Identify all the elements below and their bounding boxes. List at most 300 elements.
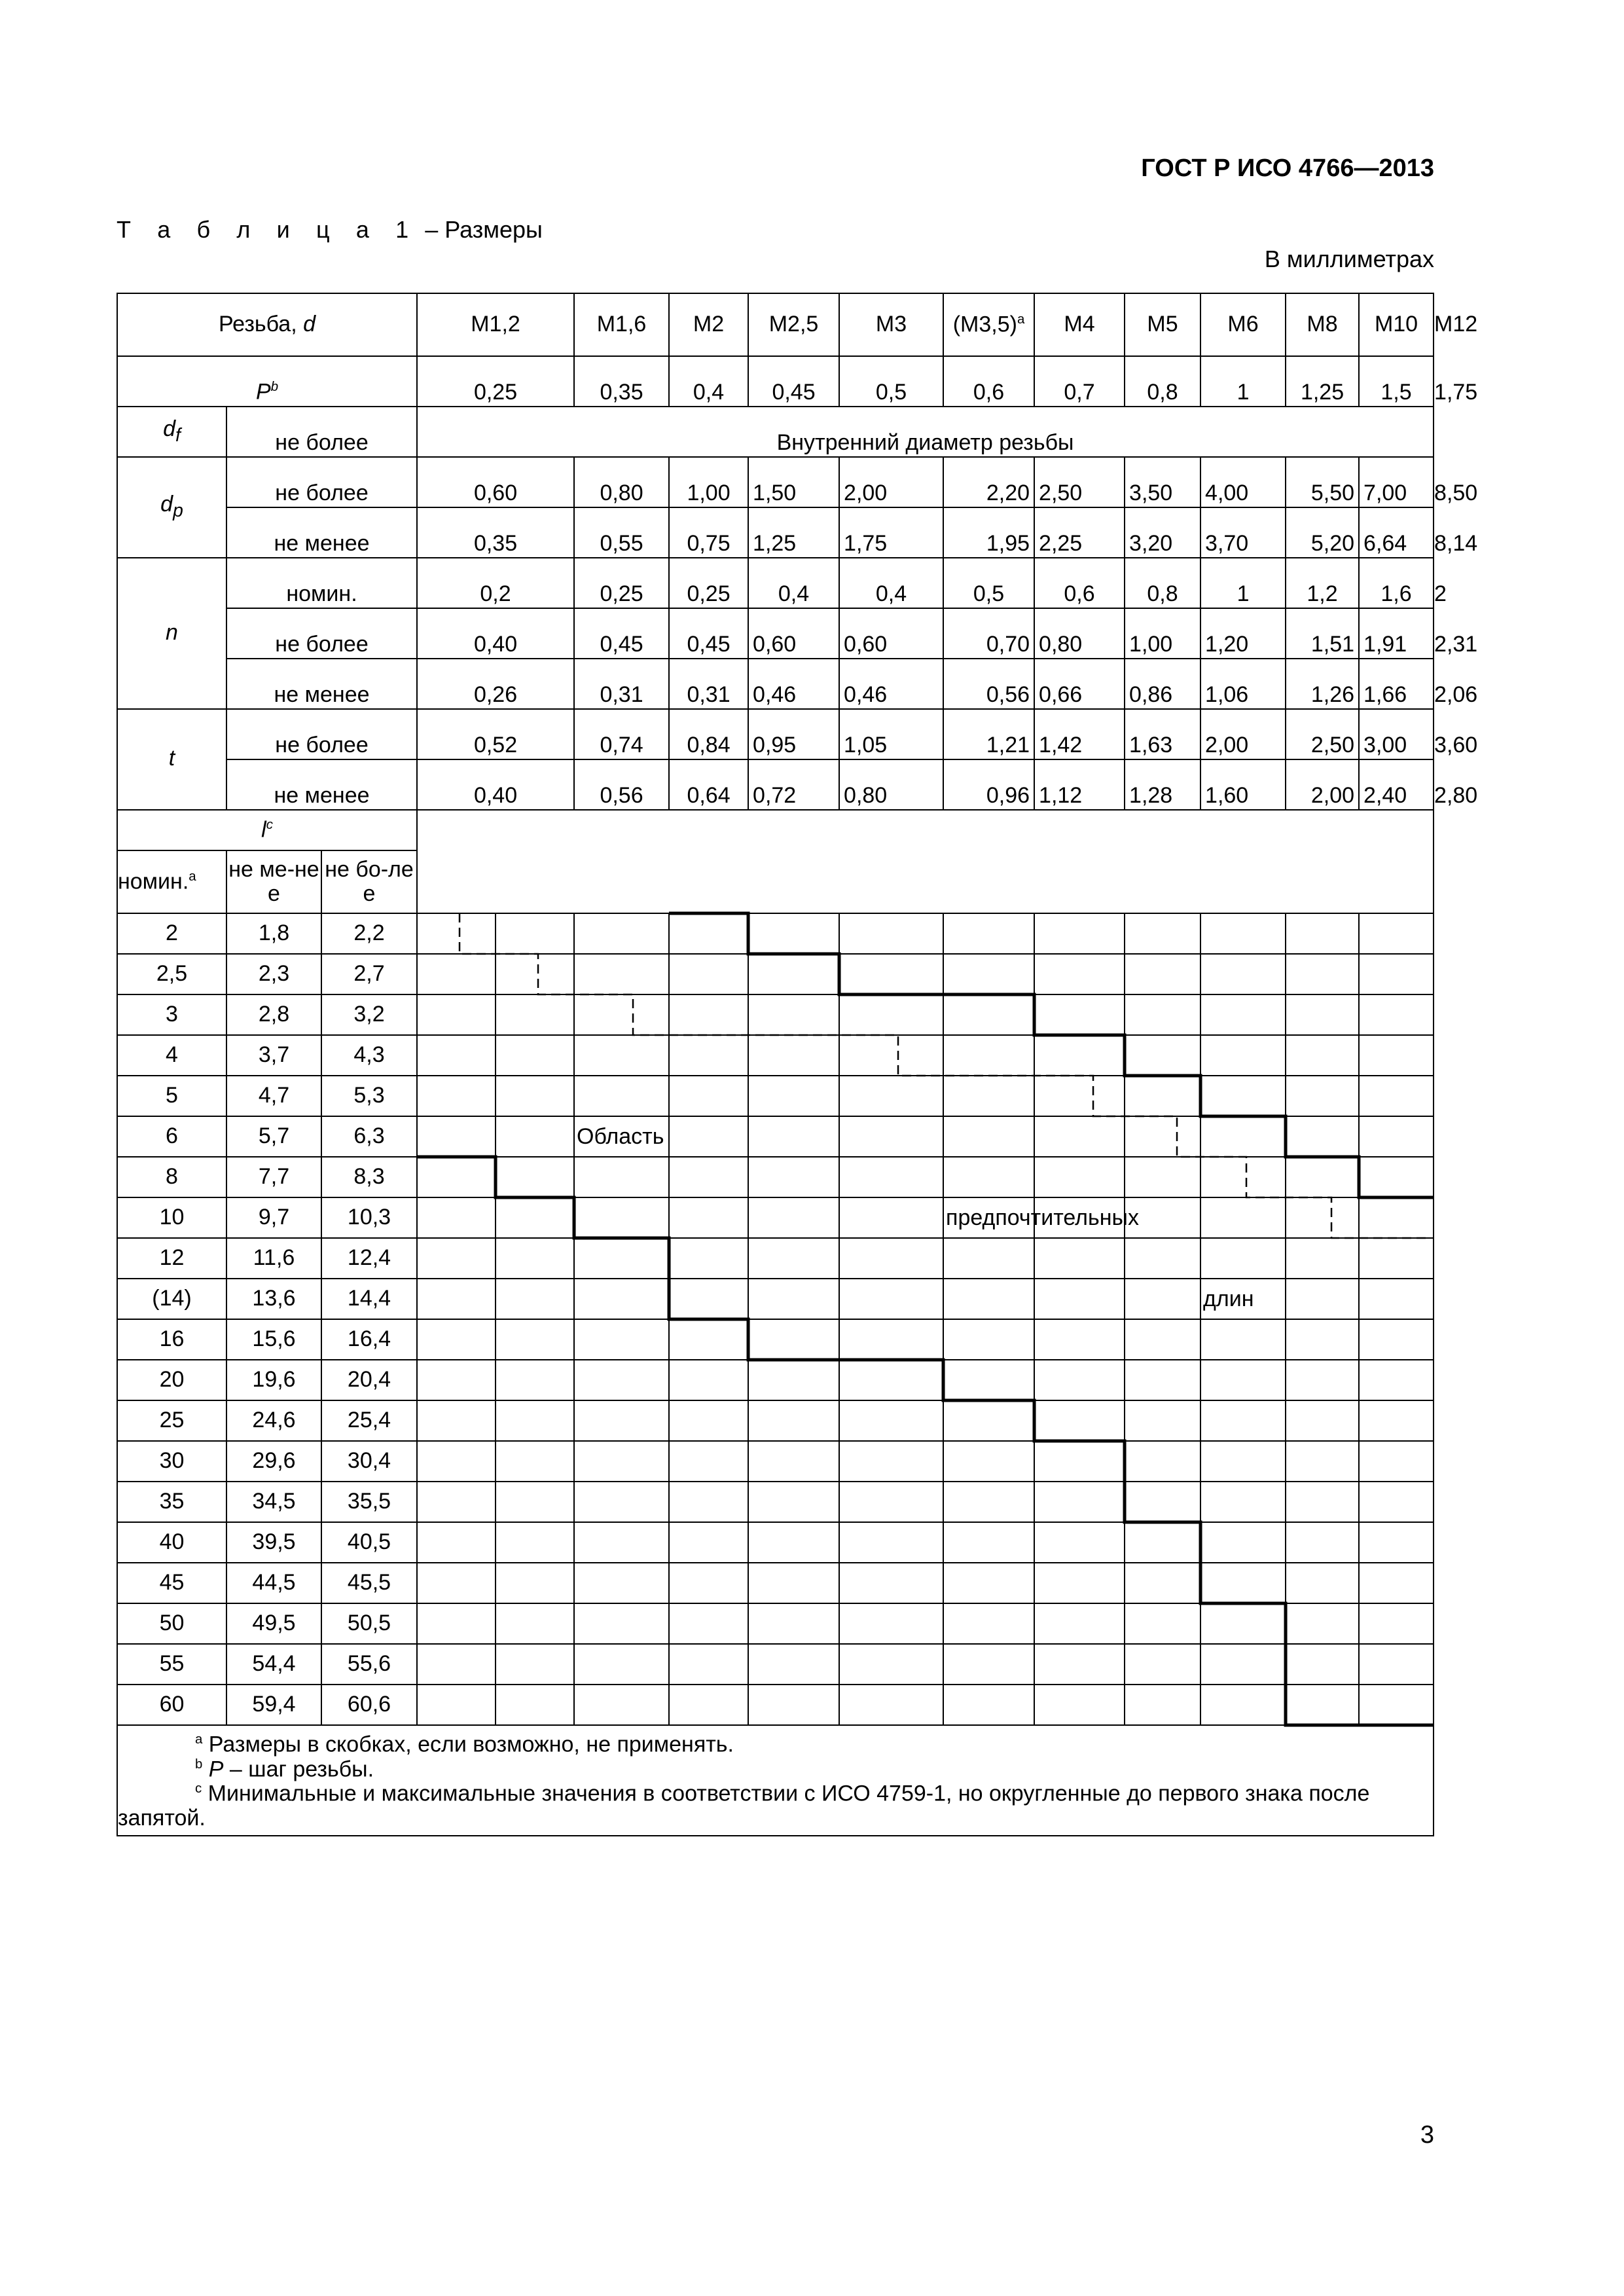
grid-cell (839, 1116, 943, 1157)
grid-cell (839, 1238, 943, 1279)
grid-cell (943, 1603, 1034, 1644)
n-min-row-cell: 0,31 (669, 659, 748, 709)
page-number: 3 (1420, 2121, 1434, 2149)
grid-cell (839, 1157, 943, 1197)
length-value-cell: 12,4 (321, 1238, 417, 1279)
grid-cell (943, 1197, 1034, 1238)
t-max-row-cell: 0,74 (574, 709, 669, 759)
grid-cell (1359, 1279, 1434, 1319)
dp-label-cell-var: d (160, 492, 173, 517)
thread-cell (574, 293, 669, 356)
grid-cell (748, 1685, 839, 1725)
length-value-cell: 25 (117, 1400, 226, 1441)
length-value-cell: 1,8 (226, 913, 321, 954)
length-min-header: не ме-нее (226, 850, 321, 913)
thread-name: M4 (1064, 312, 1095, 337)
grid-cell (1286, 1116, 1359, 1157)
grid-cell (669, 1360, 748, 1400)
grid-cell (496, 1360, 574, 1400)
grid-cell (1286, 1157, 1359, 1197)
table-caption-label: Т а б л и ц а 1 (117, 216, 419, 243)
length-value-cell: 45,5 (321, 1563, 417, 1603)
thread-name: M2,5 (768, 312, 819, 337)
thread-cell (1286, 293, 1359, 356)
length-value-cell: 24,6 (226, 1400, 321, 1441)
length-row (117, 1116, 1434, 1157)
thread-cell (417, 293, 574, 356)
grid-cell (1200, 1197, 1286, 1238)
df-sub: f (175, 424, 181, 446)
grid-cell (1200, 1360, 1286, 1400)
length-value-cell: 10,3 (321, 1197, 417, 1238)
grid-cell (669, 1279, 748, 1319)
t-min-row-cell: 1,12 (1034, 759, 1125, 810)
grid-cell (1125, 1563, 1200, 1603)
df-label-cell (117, 407, 226, 457)
length-nom-header (117, 850, 226, 913)
grid-cell (1034, 1238, 1125, 1279)
grid-cell (669, 1319, 748, 1360)
grid-cell (1286, 913, 1359, 954)
length-blank (417, 810, 1434, 850)
dp-label-cell-sub: p (173, 500, 183, 521)
length-row (117, 913, 1434, 954)
n-nom-row-cell: 0,25 (669, 558, 748, 608)
grid-cell (748, 1563, 839, 1603)
n-min-row-cell: 0,31 (574, 659, 669, 709)
grid-cell (943, 1441, 1034, 1482)
n-max-row-cell: 1,51 (1286, 608, 1359, 659)
grid-cell (1034, 1035, 1125, 1076)
grid-cell (839, 1035, 943, 1076)
t-max-row-cell: 1,21 (943, 709, 1034, 759)
grid-cell (417, 1400, 496, 1441)
grid-cell (417, 1076, 496, 1116)
length-label: l (261, 817, 266, 843)
grid-cell (1034, 1076, 1125, 1116)
length-row (117, 1319, 1434, 1360)
dp-max-row-cell: 0,80 (574, 457, 669, 507)
grid-cell (1200, 1400, 1286, 1441)
grid-cell (496, 1685, 574, 1725)
n-max-row-cell: 0,70 (943, 608, 1034, 659)
grid-cell (748, 1441, 839, 1482)
t-min-row-cell: 0,64 (669, 759, 748, 810)
grid-cell (574, 1035, 669, 1076)
n-nom-row-cell: 0,2 (417, 558, 574, 608)
grid-cell (839, 1563, 943, 1603)
grid-cell (417, 994, 496, 1035)
grid-cell (1359, 1197, 1434, 1238)
grid-cell (574, 1441, 669, 1482)
n-nom-row-cell: 1,6 (1359, 558, 1434, 608)
grid-cell (1286, 1482, 1359, 1522)
table-caption (117, 216, 543, 244)
grid-cell (496, 1319, 574, 1360)
grid-cell (748, 1400, 839, 1441)
n-max-row-cell: 0,80 (1034, 608, 1125, 659)
n-nom-row-cell: 1 (1200, 558, 1286, 608)
pitch-cell: 1 (1200, 356, 1286, 407)
grid-cell (1200, 1238, 1286, 1279)
grid-cell (839, 1522, 943, 1563)
region-word: Область (577, 1124, 664, 1149)
grid-cell (1125, 1157, 1200, 1197)
pitch-cell: 0,4 (669, 356, 748, 407)
grid-cell (1359, 954, 1434, 994)
dp-min-row-cell: 0,75 (669, 507, 748, 558)
length-note-mark: c (266, 818, 273, 833)
footnote-b-var: P (208, 1757, 224, 1782)
t-max-row-cell: 0,95 (748, 709, 839, 759)
grid-cell (1200, 1482, 1286, 1522)
thread-cell (943, 293, 1034, 356)
length-value-cell: 8 (117, 1157, 226, 1197)
dp-min-row-cell: 0,55 (574, 507, 669, 558)
length-value-cell: 4,3 (321, 1035, 417, 1076)
length-row (117, 1157, 1434, 1197)
grid-cell (1125, 1035, 1200, 1076)
grid-cell (1125, 1319, 1200, 1360)
thread-cell (1200, 293, 1286, 356)
t-max-row-cell: 1,42 (1034, 709, 1125, 759)
grid-cell (943, 1319, 1034, 1360)
thread-name: M1,6 (596, 312, 647, 337)
grid-cell (1034, 1197, 1125, 1238)
length-value-cell: 5 (117, 1076, 226, 1116)
dp-min-row-cell: 1,75 (839, 507, 943, 558)
grid-cell (1200, 913, 1286, 954)
units-note: В миллиметрах (1264, 246, 1434, 272)
thread-name: M10 (1374, 312, 1418, 337)
length-header-cell (117, 810, 417, 850)
n-max-row-limit: не более (226, 608, 417, 659)
footnotes-row (117, 1725, 1434, 1836)
grid-cell (1034, 954, 1125, 994)
thread-name: M6 (1227, 312, 1259, 337)
grid-cell (669, 1238, 748, 1279)
grid-cell (574, 1522, 669, 1563)
grid-cell (748, 1197, 839, 1238)
length-header-row (117, 810, 1434, 850)
dp-max-row-cell: 4,00 (1200, 457, 1286, 507)
grid-cell (1200, 1685, 1286, 1725)
grid-cell (496, 1400, 574, 1441)
grid-cell (1034, 1522, 1125, 1563)
grid-cell (1034, 1157, 1125, 1197)
n-max-row-cell: 0,60 (839, 608, 943, 659)
length-value-cell: 49,5 (226, 1603, 321, 1644)
grid-cell (943, 1279, 1034, 1319)
dp-max-row-cell: 1,00 (669, 457, 748, 507)
footnote-a-text: Размеры в скобках, если возможно, не применять. (202, 1732, 734, 1757)
length-value-cell: 44,5 (226, 1563, 321, 1603)
grid-cell (1034, 1685, 1125, 1725)
df-row (117, 407, 1434, 457)
grid-cell (1034, 1279, 1125, 1319)
grid-cell (574, 1157, 669, 1197)
grid-cell (943, 1360, 1034, 1400)
grid-cell (496, 1563, 574, 1603)
grid-cell (1359, 1685, 1434, 1725)
grid-cell (669, 1076, 748, 1116)
length-value-cell: 30 (117, 1441, 226, 1482)
grid-cell (417, 1116, 496, 1157)
length-value-cell: 25,4 (321, 1400, 417, 1441)
grid-cell (943, 1482, 1034, 1522)
grid-cell (496, 1522, 574, 1563)
grid-cell (1200, 1279, 1286, 1319)
grid-cell (669, 1685, 748, 1725)
footnote-b (118, 1757, 1433, 1782)
dp-max-row: $d_p$ не более 0,60 0,80 1,00 1,50 2,00 2,20 2,50 3,50 4,00 5,50 7,00 8,50 (117, 457, 1434, 507)
t-min-row-cell: 0,56 (574, 759, 669, 810)
thread-cell (1359, 293, 1434, 356)
footnote-c-mark: c (195, 1781, 202, 1796)
n-label-cell-var: n (166, 619, 178, 645)
grid-cell (669, 1522, 748, 1563)
thread-header-label: Резьба, (218, 312, 304, 337)
pitch-cell: 0,45 (748, 356, 839, 407)
thread-name: M8 (1307, 312, 1338, 337)
footnote-c (118, 1781, 1433, 1831)
grid-cell (496, 994, 574, 1035)
t-min-row-cell: 0,80 (839, 759, 943, 810)
grid-cell (1200, 954, 1286, 994)
grid-cell (496, 1482, 574, 1522)
length-row (117, 1076, 1434, 1116)
grid-cell (1359, 1076, 1434, 1116)
grid-cell (1359, 1441, 1434, 1482)
grid-cell (1359, 1603, 1434, 1644)
grid-cell (1034, 1360, 1125, 1400)
n-min-row-cell: 1,06 (1200, 659, 1286, 709)
grid-cell (1125, 913, 1200, 954)
n-max-row-cell: 0,45 (669, 608, 748, 659)
length-nom-label: номин. (118, 869, 189, 894)
grid-cell (1359, 1319, 1434, 1360)
dp-min-row-cell: 6,64 (1359, 507, 1434, 558)
grid-cell (669, 1644, 748, 1685)
n-min-row-cell: 0,86 (1125, 659, 1200, 709)
grid-cell (1359, 1116, 1434, 1157)
grid-cell (748, 954, 839, 994)
footnotes-cell (117, 1725, 1434, 1836)
length-row (117, 1279, 1434, 1319)
t-max-row-cell: 0,52 (417, 709, 574, 759)
length-value-cell: 16 (117, 1319, 226, 1360)
pitch-note-mark: b (270, 380, 279, 395)
dp-max-row-cell: 0,60 (417, 457, 574, 507)
dp-min-row-cell: 3,70 (1200, 507, 1286, 558)
grid-cell (1125, 1279, 1200, 1319)
length-row (117, 1563, 1434, 1603)
t-min-row-cell: 2,00 (1286, 759, 1359, 810)
grid-cell (1125, 994, 1200, 1035)
grid-cell (1286, 1685, 1359, 1725)
n-max-row-cell: 0,40 (417, 608, 574, 659)
grid-cell (1359, 1400, 1434, 1441)
n-max-row-cell: 1,20 (1200, 608, 1286, 659)
grid-cell (669, 1603, 748, 1644)
grid-cell (417, 1279, 496, 1319)
grid-cell (1125, 1400, 1200, 1441)
grid-cell (1034, 994, 1125, 1035)
grid-cell (669, 1482, 748, 1522)
grid-cell (417, 1238, 496, 1279)
df-limit-cell: не более (226, 407, 417, 457)
grid-cell (839, 1685, 943, 1725)
grid-cell (669, 1116, 748, 1157)
dp-max-row-cell: 2,20 (943, 457, 1034, 507)
table-caption-title: – Размеры (418, 216, 543, 243)
n-nom-row-limit: номин. (226, 558, 417, 608)
dp-min-row-limit: не менее (226, 507, 417, 558)
thread-cell (839, 293, 943, 356)
grid-cell (574, 1116, 669, 1157)
thread-note-mark: a (1017, 312, 1025, 327)
length-row (117, 1441, 1434, 1482)
grid-cell (1286, 1360, 1359, 1400)
length-value-cell: 59,4 (226, 1685, 321, 1725)
thread-cell (1034, 293, 1125, 356)
grid-cell (748, 1482, 839, 1522)
length-value-cell: 19,6 (226, 1360, 321, 1400)
grid-cell (1286, 954, 1359, 994)
length-value-cell: 20 (117, 1360, 226, 1400)
grid-cell (943, 1238, 1034, 1279)
grid-cell (1359, 1360, 1434, 1400)
t-min-row-cell: 1,60 (1200, 759, 1286, 810)
grid-cell (1286, 1441, 1359, 1482)
grid-cell (1359, 994, 1434, 1035)
length-row (117, 1522, 1434, 1563)
n-min-row-cell: 0,46 (748, 659, 839, 709)
grid-cell (748, 1035, 839, 1076)
grid-cell (669, 954, 748, 994)
t-label-cell-var: t (168, 746, 175, 771)
grid-cell (574, 954, 669, 994)
n-min-row-cell: 0,56 (943, 659, 1034, 709)
grid-cell (748, 1238, 839, 1279)
grid-cell (669, 1157, 748, 1197)
grid-cell (748, 1279, 839, 1319)
n-max-row-cell: 1,91 (1359, 608, 1434, 659)
grid-cell (839, 1644, 943, 1685)
length-value-cell: 50,5 (321, 1603, 417, 1644)
n-label-cell (117, 558, 226, 709)
t-min-row-cell: 0,40 (417, 759, 574, 810)
grid-cell (496, 1441, 574, 1482)
pitch-cell: 0,7 (1034, 356, 1125, 407)
grid-cell (839, 1076, 943, 1116)
grid-cell (417, 1360, 496, 1400)
length-row (117, 994, 1434, 1035)
thread-header-cell (117, 293, 417, 356)
grid-cell (839, 1400, 943, 1441)
dp-max-row-cell: 2,00 (839, 457, 943, 507)
grid-cell (1359, 1563, 1434, 1603)
thread-cell (1125, 293, 1200, 356)
grid-cell (943, 1400, 1034, 1441)
dp-max-row-cell: 3,50 (1125, 457, 1200, 507)
length-max-header: не бо-лее (321, 850, 417, 913)
t-max-row-cell: 0,84 (669, 709, 748, 759)
pitch-cell: 0,6 (943, 356, 1034, 407)
grid-cell (1286, 1563, 1359, 1603)
length-row (117, 1035, 1434, 1076)
length-value-cell: 5,3 (321, 1076, 417, 1116)
length-value-cell: 2,7 (321, 954, 417, 994)
t-max-row-cell: 3,00 (1359, 709, 1434, 759)
length-value-cell: (14) (117, 1279, 226, 1319)
grid-cell (1034, 1603, 1125, 1644)
n-nom-row-cell: 0,25 (574, 558, 669, 608)
grid-cell (574, 1076, 669, 1116)
grid-cell (1034, 1482, 1125, 1522)
dp-label-cell (117, 457, 226, 558)
grid-cell (943, 913, 1034, 954)
footnote-a (118, 1732, 1433, 1757)
grid-cell (748, 1319, 839, 1360)
dp-min-row-cell: 2,25 (1034, 507, 1125, 558)
grid-cell (496, 1279, 574, 1319)
region-word: длин (1203, 1286, 1254, 1311)
grid-cell (417, 954, 496, 994)
grid-cell (748, 994, 839, 1035)
grid-cell (1359, 913, 1434, 954)
n-max-row-cell: 0,45 (574, 608, 669, 659)
grid-cell (669, 1563, 748, 1603)
n-min-row-cell: 1,66 (1359, 659, 1434, 709)
grid-cell (496, 1644, 574, 1685)
length-row (117, 1360, 1434, 1400)
grid-cell (943, 1522, 1034, 1563)
grid-cell (943, 994, 1034, 1035)
region-word: предпочтительных (946, 1205, 1139, 1230)
length-value-cell: 2,3 (226, 954, 321, 994)
length-value-cell: 3,7 (226, 1035, 321, 1076)
grid-cell (496, 954, 574, 994)
pitch-row: $P^b$ 0,25 0,35 0,4 0,45 0,5 0,6 0,7 0,8 1 1,25 1,5 1,75 (117, 356, 1434, 407)
grid-cell (417, 913, 496, 954)
length-value-cell: 16,4 (321, 1319, 417, 1360)
grid-cell (1125, 1603, 1200, 1644)
n-nom-row-cell: 0,8 (1125, 558, 1200, 608)
df-value-cell: Внутренний диаметр резьбы (417, 407, 1434, 457)
pitch-cell: 0,35 (574, 356, 669, 407)
footnote-b-mark: b (195, 1757, 203, 1772)
grid-cell (839, 1441, 943, 1482)
grid-cell (417, 1482, 496, 1522)
footnote-a-mark: a (195, 1732, 203, 1747)
grid-cell (748, 1116, 839, 1157)
dp-min-row-cell: 0,35 (417, 507, 574, 558)
dp-min-row-cell: 1,95 (943, 507, 1034, 558)
grid-cell (1034, 913, 1125, 954)
grid-cell (1359, 1482, 1434, 1522)
t-min-row-cell: 1,28 (1125, 759, 1200, 810)
grid-cell (1200, 1076, 1286, 1116)
length-value-cell: 40 (117, 1522, 226, 1563)
n-min-row-cell: 0,46 (839, 659, 943, 709)
length-value-cell: 6,3 (321, 1116, 417, 1157)
length-value-cell: 55 (117, 1644, 226, 1685)
length-value-cell: 4 (117, 1035, 226, 1076)
grid-cell (1200, 1319, 1286, 1360)
length-value-cell: 6 (117, 1116, 226, 1157)
n-min-row-cell: 0,26 (417, 659, 574, 709)
